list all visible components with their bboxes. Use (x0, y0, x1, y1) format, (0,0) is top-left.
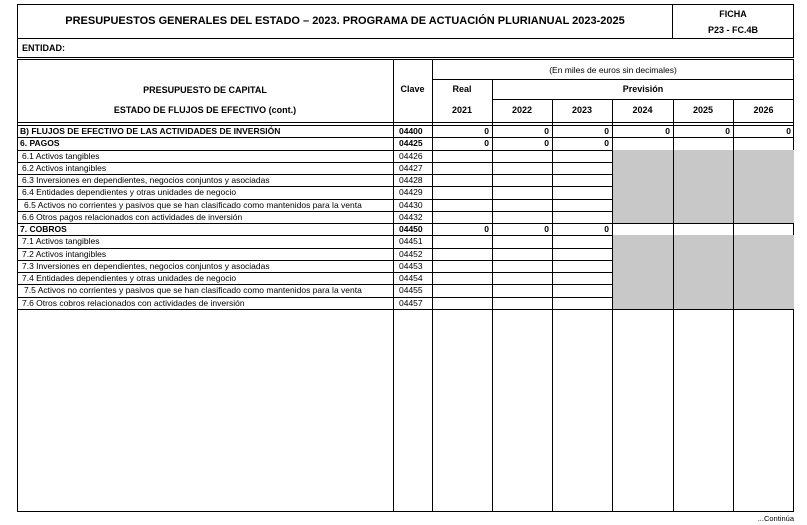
row-label: 6.5 Activos no corrientes y pasivos que se han clasificado como mantenidos para la venta (24, 199, 362, 210)
real-header: Real (452, 84, 472, 94)
row-label: 7.3 Inversiones en dependientes, negocios conjuntos y asociadas (22, 260, 270, 271)
continua-note: ...Continúa (757, 514, 794, 523)
shaded-cell (612, 186, 673, 198)
row-label: 6.1 Activos tangibles (22, 150, 100, 161)
shaded-cell (612, 150, 673, 162)
shaded-cell (612, 162, 673, 174)
year-header: 2025 (692, 105, 714, 115)
shaded-cell (733, 150, 794, 162)
row-clave: 04426 (399, 150, 423, 161)
rule-line (612, 99, 613, 512)
rule-line (17, 125, 794, 126)
rule-line (673, 99, 674, 512)
shaded-cell (612, 211, 673, 223)
row-value: 0 (725, 126, 730, 136)
prevision-header: Previsión (622, 84, 664, 94)
shaded-cell (733, 199, 794, 211)
shaded-cell (673, 199, 733, 211)
row-clave: 04455 (399, 285, 423, 296)
row-clave: 04425 (399, 138, 423, 149)
row-label: 7.2 Activos intangibles (22, 248, 107, 259)
ficha-code: P23 - FC.4B (707, 25, 758, 35)
shaded-cell (673, 235, 733, 247)
row-label: 6.3 Inversiones en dependientes, negocios conjuntos y asociadas (22, 175, 270, 185)
row-value: 0 (484, 138, 489, 149)
rule-line (492, 99, 794, 100)
rule-line (17, 223, 432, 224)
rule-line (552, 99, 553, 512)
row-label: 6.2 Activos intangibles (22, 162, 107, 173)
shaded-cell (612, 272, 673, 284)
rule-line (17, 137, 432, 138)
row-value: 0 (544, 126, 549, 136)
row-clave: 04400 (399, 126, 423, 136)
row-label: 7.5 Activos no corrientes y pasivos que se han clasificado como mantenidos para la venta (24, 285, 362, 296)
year-header: 2021 (451, 105, 473, 115)
shaded-cell (733, 248, 794, 260)
shaded-cell (673, 272, 733, 284)
row-value: 0 (484, 224, 489, 234)
row-label: 7.4 Entidades dependientes y otras unidades de negocio (22, 273, 237, 283)
row-clave: 04432 (399, 211, 423, 222)
shaded-cell (733, 272, 794, 284)
shaded-cell (673, 248, 733, 260)
section-title-2: ESTADO DE FLUJOS DE EFECTIVO (cont.) (113, 105, 297, 115)
row-clave: 04450 (399, 224, 423, 234)
shaded-cell (612, 248, 673, 260)
rule-line (393, 59, 394, 512)
shaded-cell (733, 297, 794, 309)
shaded-cell (733, 162, 794, 174)
row-clave: 04457 (399, 297, 423, 308)
row-clave: 04454 (399, 273, 423, 283)
shaded-cell (673, 150, 733, 162)
row-label: 6.4 Entidades dependientes y otras unidades de negocio (22, 187, 237, 198)
year-header: 2024 (632, 105, 653, 115)
row-label: 7.1 Activos tangibles (22, 236, 100, 247)
row-value: 0 (604, 126, 609, 136)
shaded-cell (673, 284, 733, 296)
year-header: 2022 (511, 105, 533, 115)
shaded-cell (673, 186, 733, 198)
shaded-cell (612, 297, 673, 309)
entity-label: ENTIDAD: (22, 43, 65, 53)
ficha-label: FICHA (719, 9, 747, 19)
shaded-cell (612, 284, 673, 296)
row-clave: 04452 (399, 248, 423, 259)
shaded-cell (612, 174, 673, 186)
row-clave: 04428 (399, 175, 423, 185)
shaded-cell (612, 199, 673, 211)
shaded-cell (612, 235, 673, 247)
rule-line (492, 79, 493, 512)
clave-header: Clave (400, 84, 425, 94)
row-value: 0 (544, 138, 549, 149)
shaded-cell (733, 260, 794, 272)
entity-box (17, 38, 794, 58)
row-clave: 04453 (399, 260, 423, 271)
row-value: 0 (484, 126, 489, 136)
row-label: 6.6 Otros pagos relacionados con actividades de inversión (22, 211, 243, 222)
row-value: 0 (604, 138, 609, 149)
row-clave: 04427 (399, 162, 423, 173)
shaded-cell (673, 260, 733, 272)
page-title: PRESUPUESTOS GENERALES DEL ESTADO – 2023. PROGRAMA DE ACTUACIÓN PLURIANUAL 2023-2025 (65, 15, 625, 27)
year-header: 2026 (753, 105, 774, 115)
row-clave: 04429 (399, 187, 423, 198)
row-clave: 04430 (399, 199, 423, 210)
shaded-cell (673, 162, 733, 174)
rule-line (432, 59, 433, 512)
shaded-cell (733, 284, 794, 296)
row-value: 0 (544, 224, 549, 234)
year-header: 2023 (571, 105, 593, 115)
shaded-cell (733, 174, 794, 186)
units-note: (En miles de euros sin decimales) (549, 65, 677, 75)
row-clave: 04451 (399, 236, 423, 247)
shaded-cell (733, 235, 794, 247)
row-label: 7. COBROS (20, 224, 67, 234)
row-value: 0 (604, 224, 609, 234)
shaded-cell (733, 186, 794, 198)
rule-line (432, 79, 794, 80)
shaded-cell (673, 297, 733, 309)
rule-line (17, 309, 432, 310)
shaded-cell (673, 211, 733, 223)
rule-line (432, 309, 794, 310)
row-label: 7.6 Otros cobros relacionados con actividades de inversión (22, 297, 245, 308)
shaded-cell (673, 174, 733, 186)
shaded-cell (612, 260, 673, 272)
row-value: 0 (786, 126, 791, 136)
row-label: 6. PAGOS (20, 138, 60, 149)
rule-line (733, 99, 734, 512)
shaded-cell (733, 211, 794, 223)
rule-line (17, 122, 794, 123)
row-label: B) FLUJOS DE EFECTIVO DE LAS ACTIVIDADES DE INVERSIÓN (20, 126, 281, 136)
section-title-1: PRESUPUESTO DE CAPITAL (143, 85, 267, 95)
row-value: 0 (665, 126, 670, 136)
